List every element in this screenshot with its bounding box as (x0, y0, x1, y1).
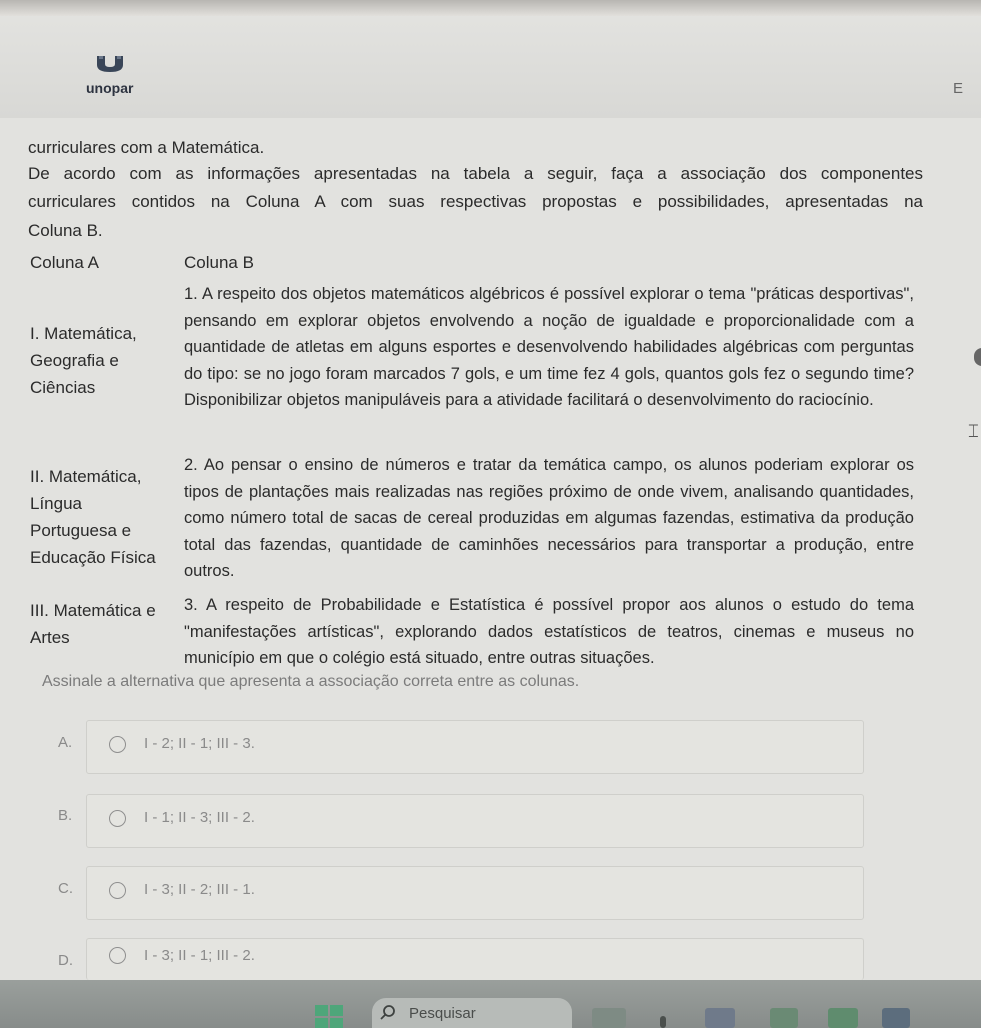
taskbar-app-icon[interactable] (828, 1008, 858, 1028)
taskbar-app-icon[interactable] (592, 1008, 626, 1028)
taskbar-app-icon[interactable] (882, 1008, 910, 1028)
column-a-line: Portuguesa e (30, 521, 132, 540)
windows-icon[interactable] (314, 1004, 344, 1028)
column-a-line: Ciências (30, 378, 96, 397)
option-d[interactable] (86, 938, 864, 980)
option-c-letter: C. (58, 880, 73, 897)
intro-line-2: curriculares contidos na Coluna A com suas respectivas propostas e possibilidades, apresentadas na (28, 192, 923, 211)
intro-line-0: curriculares com a Matemática. (28, 138, 265, 157)
column-a-line: III. Matemática e (30, 601, 156, 620)
taskbar-search-placeholder: Pesquisar (409, 1005, 476, 1022)
browser-strip (0, 0, 981, 16)
row-1-column-b: 1. A respeito dos objetos matemáticos algébricos é possível explorar o tema "práticas desportivas", pensando em explorar objetos envolvendo a noção de igualdade e proporcionalidade com a quantidade de atletas em alguns esportes e desenvolvendo habilidades algébricas com perguntas do tipo: se no jogo foram marcados 7 gols, e um time fez 4 gols, quantos gols fez o segundo time? Disponibilizar objetos manipuláveis para a atividade facilitará o desenvolvimento do raciocínio. (184, 285, 914, 409)
taskbar-app-icon[interactable] (660, 1016, 666, 1028)
side-tab-icon[interactable] (974, 348, 981, 366)
taskbar-app-icon[interactable] (770, 1008, 798, 1028)
option-b[interactable] (86, 794, 864, 848)
unopar-logo-icon (96, 55, 124, 73)
row-2-column-a (30, 463, 156, 571)
page-header (0, 0, 981, 118)
option-d-letter: D. (58, 952, 73, 969)
option-a-text: I - 2; II - 1; III - 3. (144, 735, 255, 752)
radio-circle-icon[interactable] (109, 882, 126, 899)
search-icon (379, 1004, 397, 1022)
column-b-header: Coluna B (184, 253, 254, 272)
option-c-text: I - 3; II - 2; III - 1. (144, 881, 255, 898)
brand-name: unopar (86, 80, 134, 96)
row-3-column-b: 3. A respeito de Probabilidade e Estatística é possível propor aos alunos o estudo do tema "manifestações artísticas", explorando dados estatísticos de teatros, cinemas e museus no município em que o colégio está situado, entre outras situações. (184, 596, 914, 667)
column-a-line: I. Matemática, (30, 324, 137, 343)
header-right-letter: E (953, 80, 964, 97)
option-d-text: I - 3; II - 1; III - 2. (144, 947, 255, 964)
intro-line-3: Coluna B. (28, 221, 103, 240)
column-a-line: Língua (30, 494, 82, 513)
row-1-column-a (30, 320, 137, 401)
side-text-cursor-icon: ⌶ (968, 421, 979, 441)
option-a[interactable] (86, 720, 864, 774)
option-b-text: I - 1; II - 3; III - 2. (144, 809, 255, 826)
column-a-header: Coluna A (30, 253, 99, 272)
taskbar-app-icon[interactable] (705, 1008, 735, 1028)
intro-line-1: De acordo com as informações apresentadas na tabela a seguir, faça a associação dos componentes (28, 164, 923, 183)
radio-circle-icon[interactable] (109, 810, 126, 827)
column-a-line: Artes (30, 628, 70, 647)
option-b-letter: B. (58, 807, 73, 824)
question-prompt: Assinale a alternativa que apresenta a associação correta entre as colunas. (42, 673, 580, 690)
column-a-line: II. Matemática, (30, 467, 142, 486)
option-c[interactable] (86, 866, 864, 920)
column-a-line: Educação Física (30, 548, 156, 567)
radio-circle-icon[interactable] (109, 947, 126, 964)
column-a-line: Geografia e (30, 351, 119, 370)
radio-circle-icon[interactable] (109, 736, 126, 753)
row-3-column-a (30, 597, 156, 651)
option-a-letter: A. (58, 734, 73, 751)
row-2-column-b: 2. Ao pensar o ensino de números e tratar da temática campo, os alunos poderiam explorar os tipos de plantações mais realizadas nas regiões próximo de onde vivem, analisando quantidades, como número total de sacas de cereal produzidas em algumas fazendas, estimativa da produção total das fazendas, quantidade de caminhões necessários para transportar a produção, entre outros. (184, 456, 914, 580)
